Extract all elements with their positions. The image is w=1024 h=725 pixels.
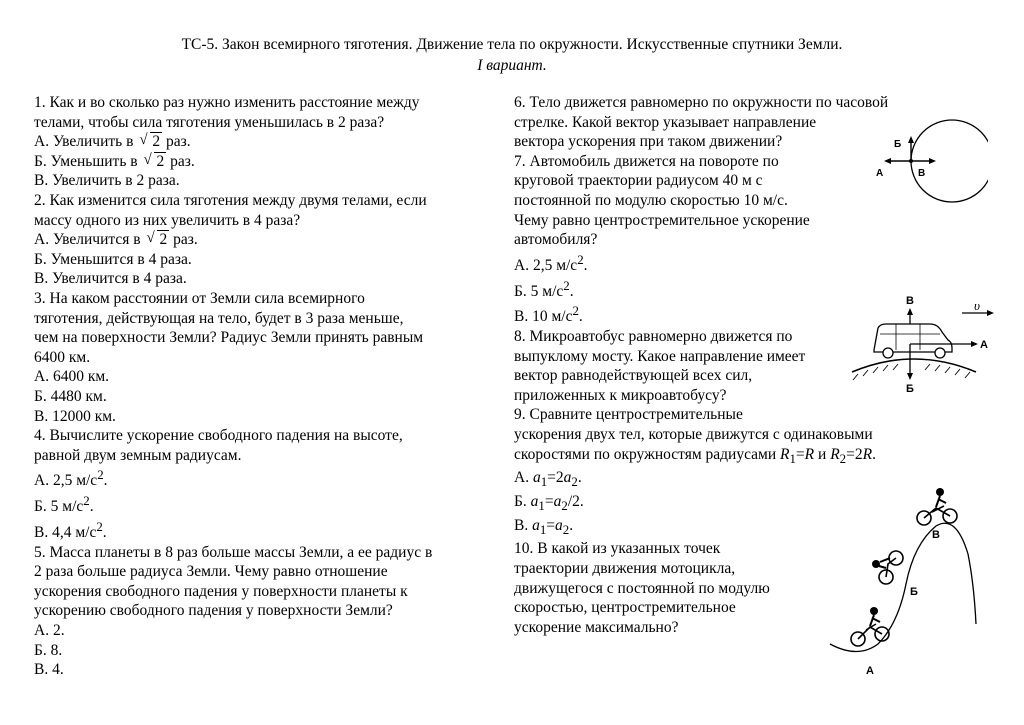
q1b-text: Б. Уменьшить в [34,152,138,170]
sub-2: 2 [561,498,568,514]
var-r: R [862,445,873,463]
var-r: R [780,445,790,463]
arrowhead [884,158,891,164]
superscript: 2 [96,518,103,534]
equals: = [795,445,805,463]
sqrt-symbol: √ 2 [146,230,168,249]
var-r: R [804,445,815,463]
q2-option-b: Б. Уменьшится в 4 раза. [34,250,192,268]
q4b-text: Б. 5 м/с [34,498,84,516]
label-v: В [906,295,914,307]
arrowhead [907,373,913,380]
left-column [34,93,474,680]
q5-option-c: В. 4. [34,661,64,679]
q1b-unit: раз. [170,152,195,170]
sub-1: 1 [539,521,547,537]
q1a-text: А. Увеличить в [34,133,134,151]
period: . [89,498,94,516]
q7b-text: Б. 5 м/с [514,282,564,300]
q1-line-2: телами, чтобы сила тяготения уменьшилась в 2 раза? [34,113,385,131]
sqrt-argument: 2 [152,133,161,151]
equals: = [544,492,554,510]
sqrt-symbol: √ 2 [139,132,161,151]
label-b: Б [906,383,914,395]
q7-line-5: автомобиля? [514,231,598,249]
q7-option-a [514,250,934,276]
motorcycle-icon [917,488,957,525]
q7a-text: А. 2,5 м/с [514,256,578,274]
equals: = [846,445,855,463]
q10-line-5: ускорение максимально? [514,618,679,636]
q10-line-1: 10. В какой из указанных точек [514,540,721,558]
var-r: R [830,445,840,463]
q9-line-1: 9. Сравните центростремительные [514,406,743,424]
sqrt-argument: 2 [156,152,165,170]
var-a: a [532,469,541,487]
q2-option-c: В. Увеличится в 4 раза. [34,270,187,288]
q2-line-2: массу одного из них увеличить в 4 раза? [34,211,301,229]
period: . [102,523,107,541]
arrowhead [971,341,978,347]
sub-1: 1 [540,474,548,490]
equals: = [546,516,556,534]
q1-line-1: 1. Как и во сколько раз нужно изменить расстояние между [34,94,420,111]
period: . [578,308,583,326]
velocity-label: υ [974,298,980,313]
superscript: 2 [577,251,584,267]
q3-line-1: 3. На каком расстоянии от Земли сила всемирного [34,289,365,307]
q3-line-3: чем на поверхности Земли? Радиус Земли принять равным [34,329,424,347]
q10-line-2: траектории движения мотоцикла, [514,559,736,577]
motorcycle-figure [828,484,978,679]
q9b-label: Б. [514,492,527,510]
sub-2: 2 [839,450,847,466]
q6-line-2: стрелке. Какой вектор указывает направление [514,113,817,131]
label-v: В [918,168,926,179]
label-a: А [866,665,874,677]
q7c-text: В. 10 м/с [514,308,573,326]
q8-line-2: выпуклому мосту. Какое направление имеет [514,347,806,365]
q3-option-c: В. 12000 км. [34,407,116,425]
arrowhead [908,136,914,143]
q4-line-1: 4. Вычислите ускорение свободного падения на высоте, [34,427,403,445]
wheel [935,348,945,358]
conj-and: и [818,445,827,463]
q9a-label: А. [514,469,530,487]
var-a: a [553,492,562,510]
superscript: 2 [97,467,104,483]
q5-line-1: 5. Масса планеты в 8 раз больше массы Земли, а ее радиус в [34,543,433,561]
q9-line-3 [514,445,934,469]
q1-option-c: В. Увеличить в 2 раза. [34,172,180,190]
sqrt-argument: 2 [159,231,168,249]
q10-line-3: движущегося с постоянной по модулю [514,579,770,597]
q3-option-a: А. 6400 км. [34,368,110,386]
period: . [577,469,582,487]
var-a: a [530,492,539,510]
q3-option-b: Б. 4480 км. [34,387,107,405]
var-a: a [563,469,572,487]
q4-line-2: равной двум земным радиусам. [34,446,242,464]
q7-line-3: постоянной по модулю скоростью 10 м/с. [514,191,788,209]
div-2: /2. [567,492,584,510]
label-v: В [932,529,940,541]
q5-line-2: 2 раза больше радиуса Земли. Чему равно отношение [34,563,388,581]
q4c-text: В. 4,4 м/с [34,523,97,541]
wheel [883,348,893,358]
q3-line-2: тяготения, действующая на тело, будет в 3 раза меньше, [34,309,404,327]
period: . [569,516,574,534]
period: . [103,472,108,490]
q4a-text: А. 2,5 м/с [34,472,98,490]
sqrt-symbol: √ 2 [143,151,165,170]
label-a: А [980,339,988,351]
q8-line-3: вектор равнодействующей всех сил, [514,367,753,385]
trajectory-curve [830,523,976,651]
coef-2: 2 [854,445,863,463]
circle-figure [868,118,988,208]
q1-option-a [34,132,474,152]
q4-option-b [34,491,474,517]
arrowhead [929,158,936,164]
sub-2: 2 [571,474,578,490]
period: . [583,256,588,274]
sub-2: 2 [562,521,570,537]
superscript: 2 [572,303,579,319]
superscript: 2 [83,493,90,509]
motorcycle-icon [851,607,889,646]
q2a-unit: раз. [173,231,198,249]
q8-line-1: 8. Микроавтобус равномерно движется по [514,328,793,345]
q10-line-4: скоростью, центростремительное [514,599,736,617]
q2-line-1: 2. Как изменится сила тяготения между двумя телами, если [34,191,427,209]
period: . [872,445,876,463]
coef-2: 2 [555,469,564,487]
q9c-label: В. [514,516,529,534]
q3-line-4: 6400 км. [34,348,91,366]
q9-line-3-text: скоростями по окружностям радиусами [514,445,777,463]
arrowhead [987,310,994,316]
page-title: ТС-5. Закон всемирного тяготения. Движение тела по окружности. Искусственные спутники Земли. [181,36,843,53]
label-b: Б [910,586,918,598]
q1a-unit: раз. [165,133,191,151]
label-a: А [876,168,884,179]
q5-line-4: ускорению свободного падения у поверхности Земли? [34,602,393,620]
arrowhead [907,308,913,315]
superscript: 2 [563,277,570,293]
q6-line-3: вектора ускорения при таком движении? [514,133,783,151]
period: . [569,282,574,300]
page-header [0,34,1024,76]
q5-option-a: А. 2. [34,621,65,639]
q6-line-1: 6. Тело движется равномерно по окружности по часовой [514,94,889,111]
variant-label: I вариант. [477,57,547,74]
bridge-arc [852,359,976,372]
q1-option-b [34,152,474,172]
q7-line-2: круговой траектории радиусом 40 м с [514,172,763,190]
q5-option-b: Б. 8. [34,641,63,659]
q2a-text: А. Увеличится в [34,231,141,249]
q7-line-4: Чему равно центростремительное ускорение [514,211,810,229]
q4-option-a [34,465,474,491]
q4-option-c [34,517,474,543]
q2-option-a [34,230,474,250]
minibus-figure [850,290,1000,395]
equals: = [547,469,556,487]
q7-line-1: 7. Автомобиль движется на повороте по [514,152,779,170]
body-point [909,159,913,163]
sub-1: 1 [538,498,545,514]
var-a: a [555,516,563,534]
q8-line-4: приложенных к микроавтобусу? [514,386,727,404]
sub-1: 1 [789,450,796,466]
bridge-hatching [853,364,970,380]
var-a: a [532,516,540,534]
label-b: Б [894,139,902,150]
q9-line-2: ускорения двух тел, которые движутся с одинаковыми [514,425,873,443]
motorcycle-icon [872,551,903,584]
q5-line-3: ускорения свободного падения у поверхности планеты к [34,582,408,600]
